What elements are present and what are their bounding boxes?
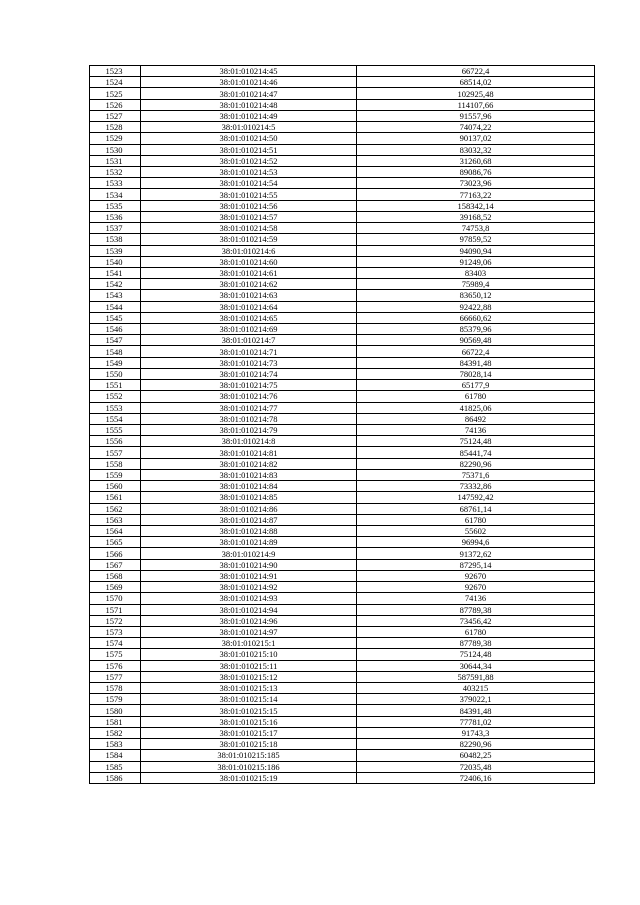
table-row	[90, 245, 595, 256]
row-number-cell: 1572	[90, 615, 141, 626]
row-number-cell: 1573	[90, 626, 141, 637]
cadastral-number-cell: 38:01:010214:49	[141, 110, 357, 121]
table-row	[90, 750, 595, 761]
row-number-cell: 1523	[90, 66, 141, 77]
table-row	[90, 267, 595, 278]
value-cell: 92422,88	[357, 301, 595, 312]
value-cell: 91743,3	[357, 727, 595, 738]
table-row	[90, 357, 595, 368]
value-cell: 55602	[357, 525, 595, 536]
table-row	[90, 166, 595, 177]
table-row	[90, 413, 595, 424]
value-cell: 83403	[357, 267, 595, 278]
row-number-cell: 1569	[90, 582, 141, 593]
value-cell: 74136	[357, 593, 595, 604]
cadastral-number-cell: 38:01:010215:10	[141, 649, 357, 660]
cadastral-number-cell: 38:01:010214:50	[141, 133, 357, 144]
data-table	[89, 65, 595, 784]
cadastral-number-cell: 38:01:010214:81	[141, 447, 357, 458]
value-cell: 30644,34	[357, 660, 595, 671]
row-number-cell: 1533	[90, 178, 141, 189]
value-cell: 87789,38	[357, 638, 595, 649]
cadastral-number-cell: 38:01:010215:11	[141, 660, 357, 671]
cadastral-number-cell: 38:01:010214:9	[141, 548, 357, 559]
cadastral-number-cell: 38:01:010214:89	[141, 537, 357, 548]
table-row	[90, 537, 595, 548]
cadastral-number-cell: 38:01:010214:93	[141, 593, 357, 604]
value-cell: 74074,22	[357, 122, 595, 133]
table-row	[90, 469, 595, 480]
value-cell: 68514,02	[357, 77, 595, 88]
cadastral-number-cell: 38:01:010215:12	[141, 671, 357, 682]
cadastral-number-cell: 38:01:010214:73	[141, 357, 357, 368]
table-row	[90, 223, 595, 234]
row-number-cell: 1540	[90, 256, 141, 267]
table-row	[90, 346, 595, 357]
cadastral-number-cell: 38:01:010214:83	[141, 469, 357, 480]
cadastral-number-cell: 38:01:010214:97	[141, 626, 357, 637]
row-number-cell: 1526	[90, 99, 141, 110]
table-row	[90, 99, 595, 110]
cadastral-number-cell: 38:01:010214:87	[141, 514, 357, 525]
cadastral-number-cell: 38:01:010214:56	[141, 200, 357, 211]
cadastral-number-cell: 38:01:010214:90	[141, 559, 357, 570]
row-number-cell: 1546	[90, 324, 141, 335]
cadastral-number-cell: 38:01:010215:186	[141, 761, 357, 772]
table-row	[90, 110, 595, 121]
cadastral-number-cell: 38:01:010214:48	[141, 99, 357, 110]
cadastral-number-cell: 38:01:010215:15	[141, 705, 357, 716]
row-number-cell: 1575	[90, 649, 141, 660]
row-number-cell: 1536	[90, 211, 141, 222]
row-number-cell: 1558	[90, 458, 141, 469]
value-cell: 86492	[357, 413, 595, 424]
value-cell: 77163,22	[357, 189, 595, 200]
row-number-cell: 1585	[90, 761, 141, 772]
value-cell: 84391,48	[357, 357, 595, 368]
cadastral-number-cell: 38:01:010215:185	[141, 750, 357, 761]
table-row	[90, 301, 595, 312]
table-row	[90, 716, 595, 727]
cadastral-number-cell: 38:01:010214:79	[141, 425, 357, 436]
value-cell: 61780	[357, 626, 595, 637]
table-row	[90, 211, 595, 222]
table-row	[90, 458, 595, 469]
table-row	[90, 615, 595, 626]
value-cell: 84391,48	[357, 705, 595, 716]
row-number-cell: 1531	[90, 155, 141, 166]
value-cell: 94090,94	[357, 245, 595, 256]
cadastral-number-cell: 38:01:010214:6	[141, 245, 357, 256]
cadastral-number-cell: 38:01:010214:75	[141, 380, 357, 391]
row-number-cell: 1547	[90, 335, 141, 346]
table-row	[90, 660, 595, 671]
row-number-cell: 1538	[90, 234, 141, 245]
cadastral-number-cell: 38:01:010215:1	[141, 638, 357, 649]
table-row	[90, 155, 595, 166]
row-number-cell: 1539	[90, 245, 141, 256]
table-row	[90, 739, 595, 750]
cadastral-number-cell: 38:01:010214:60	[141, 256, 357, 267]
value-cell: 66660,62	[357, 312, 595, 323]
row-number-cell: 1563	[90, 514, 141, 525]
cadastral-number-cell: 38:01:010214:64	[141, 301, 357, 312]
value-cell: 73456,42	[357, 615, 595, 626]
cadastral-number-cell: 38:01:010214:58	[141, 223, 357, 234]
cadastral-number-cell: 38:01:010214:53	[141, 166, 357, 177]
row-number-cell: 1528	[90, 122, 141, 133]
table-row	[90, 582, 595, 593]
cadastral-number-cell: 38:01:010214:91	[141, 570, 357, 581]
row-number-cell: 1586	[90, 772, 141, 783]
row-number-cell: 1560	[90, 481, 141, 492]
table-row	[90, 425, 595, 436]
table-row	[90, 514, 595, 525]
cadastral-number-cell: 38:01:010214:82	[141, 458, 357, 469]
row-number-cell: 1559	[90, 469, 141, 480]
table-row	[90, 312, 595, 323]
cadastral-number-cell: 38:01:010214:61	[141, 267, 357, 278]
row-number-cell: 1553	[90, 402, 141, 413]
value-cell: 91372,62	[357, 548, 595, 559]
table-row	[90, 88, 595, 99]
row-number-cell: 1568	[90, 570, 141, 581]
value-cell: 85441,74	[357, 447, 595, 458]
cadastral-number-cell: 38:01:010214:59	[141, 234, 357, 245]
row-number-cell: 1545	[90, 312, 141, 323]
row-number-cell: 1544	[90, 301, 141, 312]
row-number-cell: 1583	[90, 739, 141, 750]
value-cell: 97859,52	[357, 234, 595, 245]
row-number-cell: 1562	[90, 503, 141, 514]
value-cell: 74753,8	[357, 223, 595, 234]
row-number-cell: 1577	[90, 671, 141, 682]
value-cell: 66722,4	[357, 66, 595, 77]
cadastral-number-cell: 38:01:010215:16	[141, 716, 357, 727]
row-number-cell: 1570	[90, 593, 141, 604]
row-number-cell: 1578	[90, 683, 141, 694]
table-row	[90, 683, 595, 694]
value-cell: 82290,96	[357, 458, 595, 469]
row-number-cell: 1571	[90, 604, 141, 615]
cadastral-number-cell: 38:01:010214:8	[141, 436, 357, 447]
cadastral-number-cell: 38:01:010214:63	[141, 290, 357, 301]
value-cell: 31260,68	[357, 155, 595, 166]
row-number-cell: 1576	[90, 660, 141, 671]
value-cell: 92670	[357, 570, 595, 581]
table-row	[90, 234, 595, 245]
table-row	[90, 503, 595, 514]
value-cell: 90569,48	[357, 335, 595, 346]
value-cell: 87789,38	[357, 604, 595, 615]
value-cell: 78028,14	[357, 368, 595, 379]
cadastral-number-cell: 38:01:010214:76	[141, 391, 357, 402]
cadastral-number-cell: 38:01:010214:55	[141, 189, 357, 200]
cadastral-number-cell: 38:01:010214:84	[141, 481, 357, 492]
value-cell: 74136	[357, 425, 595, 436]
table-row	[90, 66, 595, 77]
row-number-cell: 1549	[90, 357, 141, 368]
table-row	[90, 133, 595, 144]
row-number-cell: 1564	[90, 525, 141, 536]
row-number-cell: 1566	[90, 548, 141, 559]
value-cell: 91249,06	[357, 256, 595, 267]
table-row	[90, 77, 595, 88]
table-row	[90, 200, 595, 211]
row-number-cell: 1554	[90, 413, 141, 424]
table-row	[90, 368, 595, 379]
row-number-cell: 1541	[90, 267, 141, 278]
cadastral-number-cell: 38:01:010214:5	[141, 122, 357, 133]
row-number-cell: 1548	[90, 346, 141, 357]
table-row	[90, 324, 595, 335]
table-row	[90, 694, 595, 705]
cadastral-number-cell: 38:01:010214:65	[141, 312, 357, 323]
cadastral-number-cell: 38:01:010214:74	[141, 368, 357, 379]
cadastral-number-cell: 38:01:010214:45	[141, 66, 357, 77]
table-row	[90, 525, 595, 536]
value-cell: 77781,02	[357, 716, 595, 727]
row-number-cell: 1524	[90, 77, 141, 88]
row-number-cell: 1530	[90, 144, 141, 155]
table-row	[90, 626, 595, 637]
value-cell: 75124,48	[357, 436, 595, 447]
value-cell: 72035,48	[357, 761, 595, 772]
cadastral-number-cell: 38:01:010215:14	[141, 694, 357, 705]
cadastral-number-cell: 38:01:010214:47	[141, 88, 357, 99]
table-row	[90, 256, 595, 267]
value-cell: 90137,02	[357, 133, 595, 144]
value-cell: 39168,52	[357, 211, 595, 222]
row-number-cell: 1557	[90, 447, 141, 458]
value-cell: 75371,6	[357, 469, 595, 480]
value-cell: 75124,48	[357, 649, 595, 660]
cadastral-number-cell: 38:01:010214:78	[141, 413, 357, 424]
table-row	[90, 671, 595, 682]
cadastral-number-cell: 38:01:010214:71	[141, 346, 357, 357]
value-cell: 72406,16	[357, 772, 595, 783]
cadastral-number-cell: 38:01:010214:77	[141, 402, 357, 413]
row-number-cell: 1579	[90, 694, 141, 705]
cadastral-number-cell: 38:01:010214:69	[141, 324, 357, 335]
table-row	[90, 189, 595, 200]
table-row	[90, 559, 595, 570]
cadastral-number-cell: 38:01:010215:13	[141, 683, 357, 694]
table-row	[90, 727, 595, 738]
table-row	[90, 178, 595, 189]
table-row	[90, 570, 595, 581]
table-row	[90, 402, 595, 413]
cadastral-number-cell: 38:01:010214:46	[141, 77, 357, 88]
table-row	[90, 548, 595, 559]
cadastral-number-cell: 38:01:010214:88	[141, 525, 357, 536]
cadastral-number-cell: 38:01:010214:94	[141, 604, 357, 615]
table-row	[90, 391, 595, 402]
row-number-cell: 1565	[90, 537, 141, 548]
cadastral-number-cell: 38:01:010214:86	[141, 503, 357, 514]
value-cell: 87295,14	[357, 559, 595, 570]
row-number-cell: 1561	[90, 492, 141, 503]
value-cell: 89086,76	[357, 166, 595, 177]
row-number-cell: 1584	[90, 750, 141, 761]
cadastral-number-cell: 38:01:010215:18	[141, 739, 357, 750]
row-number-cell: 1525	[90, 88, 141, 99]
row-number-cell: 1574	[90, 638, 141, 649]
table-row	[90, 492, 595, 503]
row-number-cell: 1550	[90, 368, 141, 379]
cadastral-number-cell: 38:01:010215:17	[141, 727, 357, 738]
row-number-cell: 1537	[90, 223, 141, 234]
value-cell: 85379,96	[357, 324, 595, 335]
table-row	[90, 447, 595, 458]
table-row	[90, 761, 595, 772]
value-cell: 83032,32	[357, 144, 595, 155]
value-cell: 41825,06	[357, 402, 595, 413]
cadastral-number-cell: 38:01:010215:19	[141, 772, 357, 783]
table-row	[90, 772, 595, 783]
value-cell: 61780	[357, 391, 595, 402]
table-row	[90, 144, 595, 155]
table-row	[90, 290, 595, 301]
row-number-cell: 1532	[90, 166, 141, 177]
table-row	[90, 638, 595, 649]
value-cell: 147592,42	[357, 492, 595, 503]
table-row	[90, 380, 595, 391]
row-number-cell: 1527	[90, 110, 141, 121]
table-row	[90, 649, 595, 660]
value-cell: 158342,14	[357, 200, 595, 211]
value-cell: 114107,66	[357, 99, 595, 110]
row-number-cell: 1529	[90, 133, 141, 144]
table-row	[90, 122, 595, 133]
value-cell: 91557,96	[357, 110, 595, 121]
value-cell: 60482,25	[357, 750, 595, 761]
row-number-cell: 1542	[90, 279, 141, 290]
value-cell: 587591,88	[357, 671, 595, 682]
row-number-cell: 1535	[90, 200, 141, 211]
table-row	[90, 436, 595, 447]
row-number-cell: 1556	[90, 436, 141, 447]
cadastral-number-cell: 38:01:010214:51	[141, 144, 357, 155]
value-cell: 65177,9	[357, 380, 595, 391]
value-cell: 73332,86	[357, 481, 595, 492]
value-cell: 73023,96	[357, 178, 595, 189]
row-number-cell: 1582	[90, 727, 141, 738]
value-cell: 92670	[357, 582, 595, 593]
value-cell: 102925,48	[357, 88, 595, 99]
value-cell: 379022,1	[357, 694, 595, 705]
cadastral-number-cell: 38:01:010214:96	[141, 615, 357, 626]
value-cell: 68761,14	[357, 503, 595, 514]
row-number-cell: 1580	[90, 705, 141, 716]
value-cell: 61780	[357, 514, 595, 525]
row-number-cell: 1534	[90, 189, 141, 200]
cadastral-number-cell: 38:01:010214:7	[141, 335, 357, 346]
cadastral-number-cell: 38:01:010214:54	[141, 178, 357, 189]
value-cell: 82290,96	[357, 739, 595, 750]
row-number-cell: 1543	[90, 290, 141, 301]
value-cell: 75989,4	[357, 279, 595, 290]
table-row	[90, 481, 595, 492]
cadastral-number-cell: 38:01:010214:52	[141, 155, 357, 166]
value-cell: 96994,6	[357, 537, 595, 548]
table-row	[90, 705, 595, 716]
table-row	[90, 593, 595, 604]
cadastral-number-cell: 38:01:010214:85	[141, 492, 357, 503]
row-number-cell: 1555	[90, 425, 141, 436]
value-cell: 83650,12	[357, 290, 595, 301]
cadastral-number-cell: 38:01:010214:62	[141, 279, 357, 290]
table-row	[90, 604, 595, 615]
value-cell: 66722,4	[357, 346, 595, 357]
table-body	[90, 66, 595, 784]
cadastral-number-cell: 38:01:010214:92	[141, 582, 357, 593]
table-row	[90, 279, 595, 290]
row-number-cell: 1551	[90, 380, 141, 391]
row-number-cell: 1581	[90, 716, 141, 727]
cadastral-number-cell: 38:01:010214:57	[141, 211, 357, 222]
row-number-cell: 1552	[90, 391, 141, 402]
row-number-cell: 1567	[90, 559, 141, 570]
table-row	[90, 335, 595, 346]
value-cell: 403215	[357, 683, 595, 694]
